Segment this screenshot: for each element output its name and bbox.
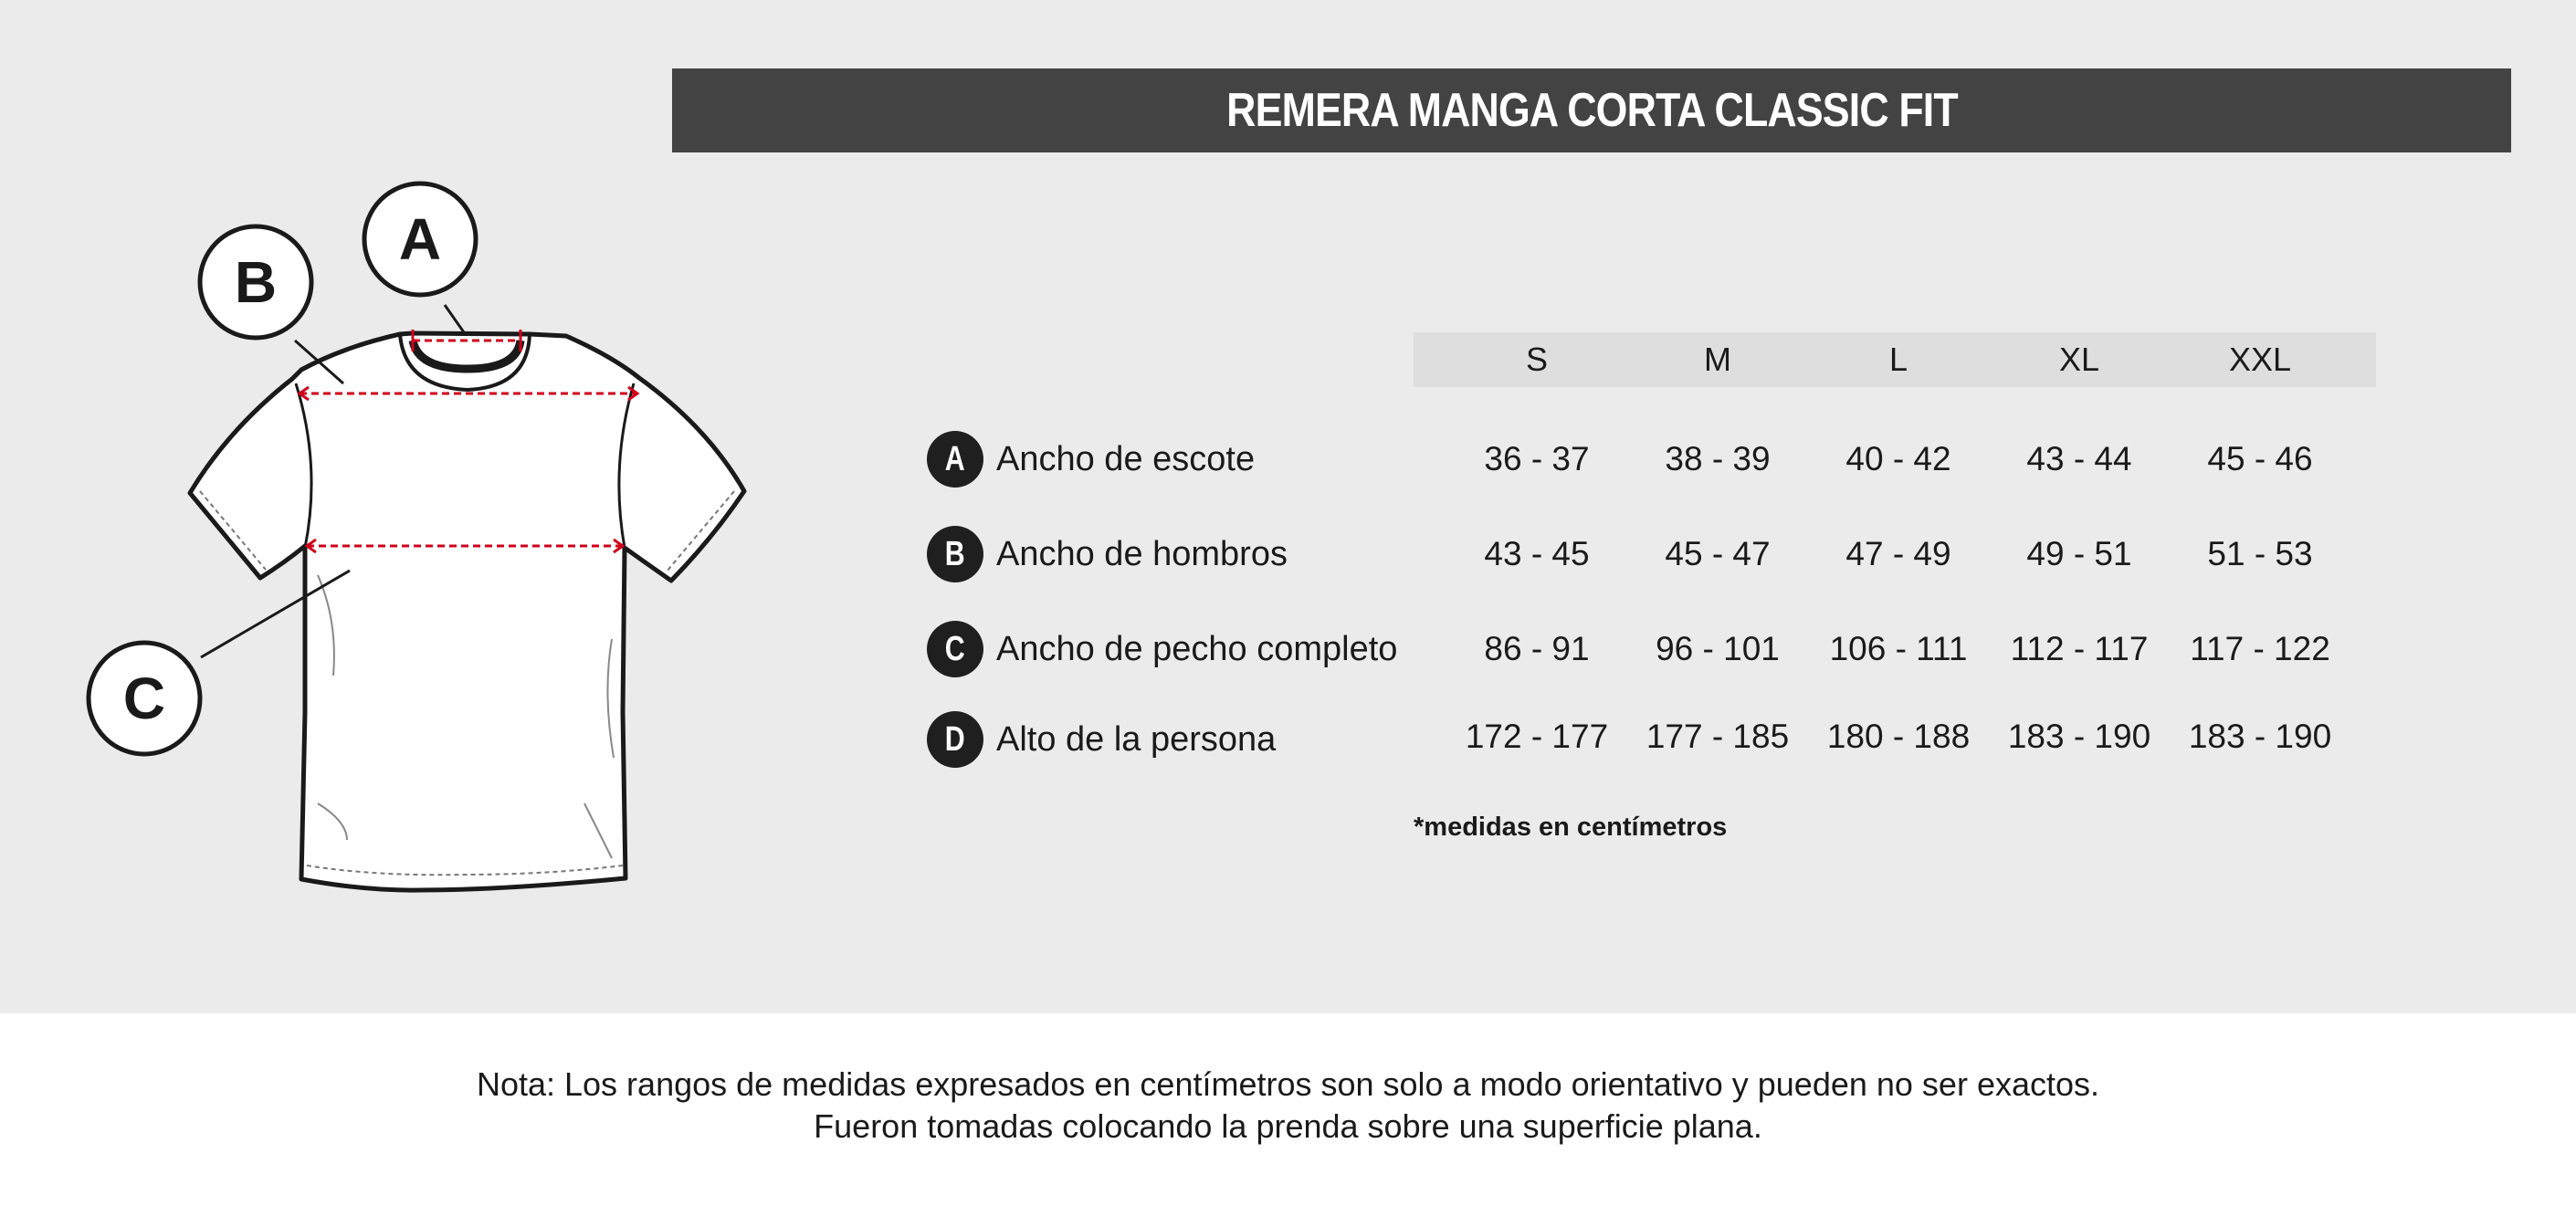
table-cell: 47 - 49 [1845,535,1951,572]
size-header-xxl: XXL [2228,341,2292,378]
tshirt-outline-icon [73,164,767,913]
table-cell: 38 - 39 [1665,440,1771,477]
table-cell: 40 - 42 [1845,440,1951,477]
callout-b-letter: B [234,249,278,315]
title-bar [672,68,2511,152]
table-cell: 183 - 190 [2007,718,2151,755]
table-cell: 36 - 37 [1484,440,1590,477]
size-header-s: S [1525,341,1548,378]
table-cell: 51 - 53 [2207,535,2313,572]
footer-note [0,1064,2576,1148]
size-header-m: M [1704,341,1731,378]
row-c-label: Ancho de pecho completo [996,629,1398,668]
row-d-label: Alto de la persona [996,719,1277,759]
footer-note-line-2: Fueron tomadas colocando la prenda sobre una superficie plana. [814,1107,1762,1145]
row-b-label: Ancho de hombros [996,534,1288,573]
callout-a-letter: A [398,206,442,272]
row-d-badge: D [927,711,983,768]
row-a-badge: A [927,431,983,488]
table-cell: 106 - 111 [1829,630,1968,667]
size-header-xl: XL [2058,341,2100,378]
table-cell: 49 - 51 [2026,535,2132,572]
table-cell: 43 - 44 [2026,440,2132,477]
table-cell: 172 - 177 [1465,718,1609,755]
size-header-l: L [1888,341,1908,378]
table-cell: 117 - 122 [2190,630,2330,667]
row-c-badge: C [927,621,983,677]
row-a-label: Ancho de escote [996,439,1256,478]
table-cell: 183 - 190 [2188,718,2332,755]
table-cell: 177 - 185 [1645,718,1790,755]
unit-note: *medidas en centímetros [1414,813,1728,842]
table-cell: 112 - 117 [2010,630,2149,667]
table-cell: 180 - 188 [1826,718,1971,755]
row-b-badge: B [927,526,983,582]
table-cell: 43 - 45 [1484,535,1590,572]
table-cell: 45 - 47 [1665,535,1771,572]
table-cell: 45 - 46 [2207,440,2313,477]
page-title: REMERA MANGA CORTA CLASSIC FIT [1225,84,1958,137]
table-cell: 86 - 91 [1484,630,1590,667]
footer-note-line-1: Nota: Los rangos de medidas expresados en centímetros son solo a modo orientativo y pueden no ser exactos. [476,1065,2100,1103]
callout-c-letter: C [122,666,166,731]
table-cell: 96 - 101 [1656,630,1780,667]
